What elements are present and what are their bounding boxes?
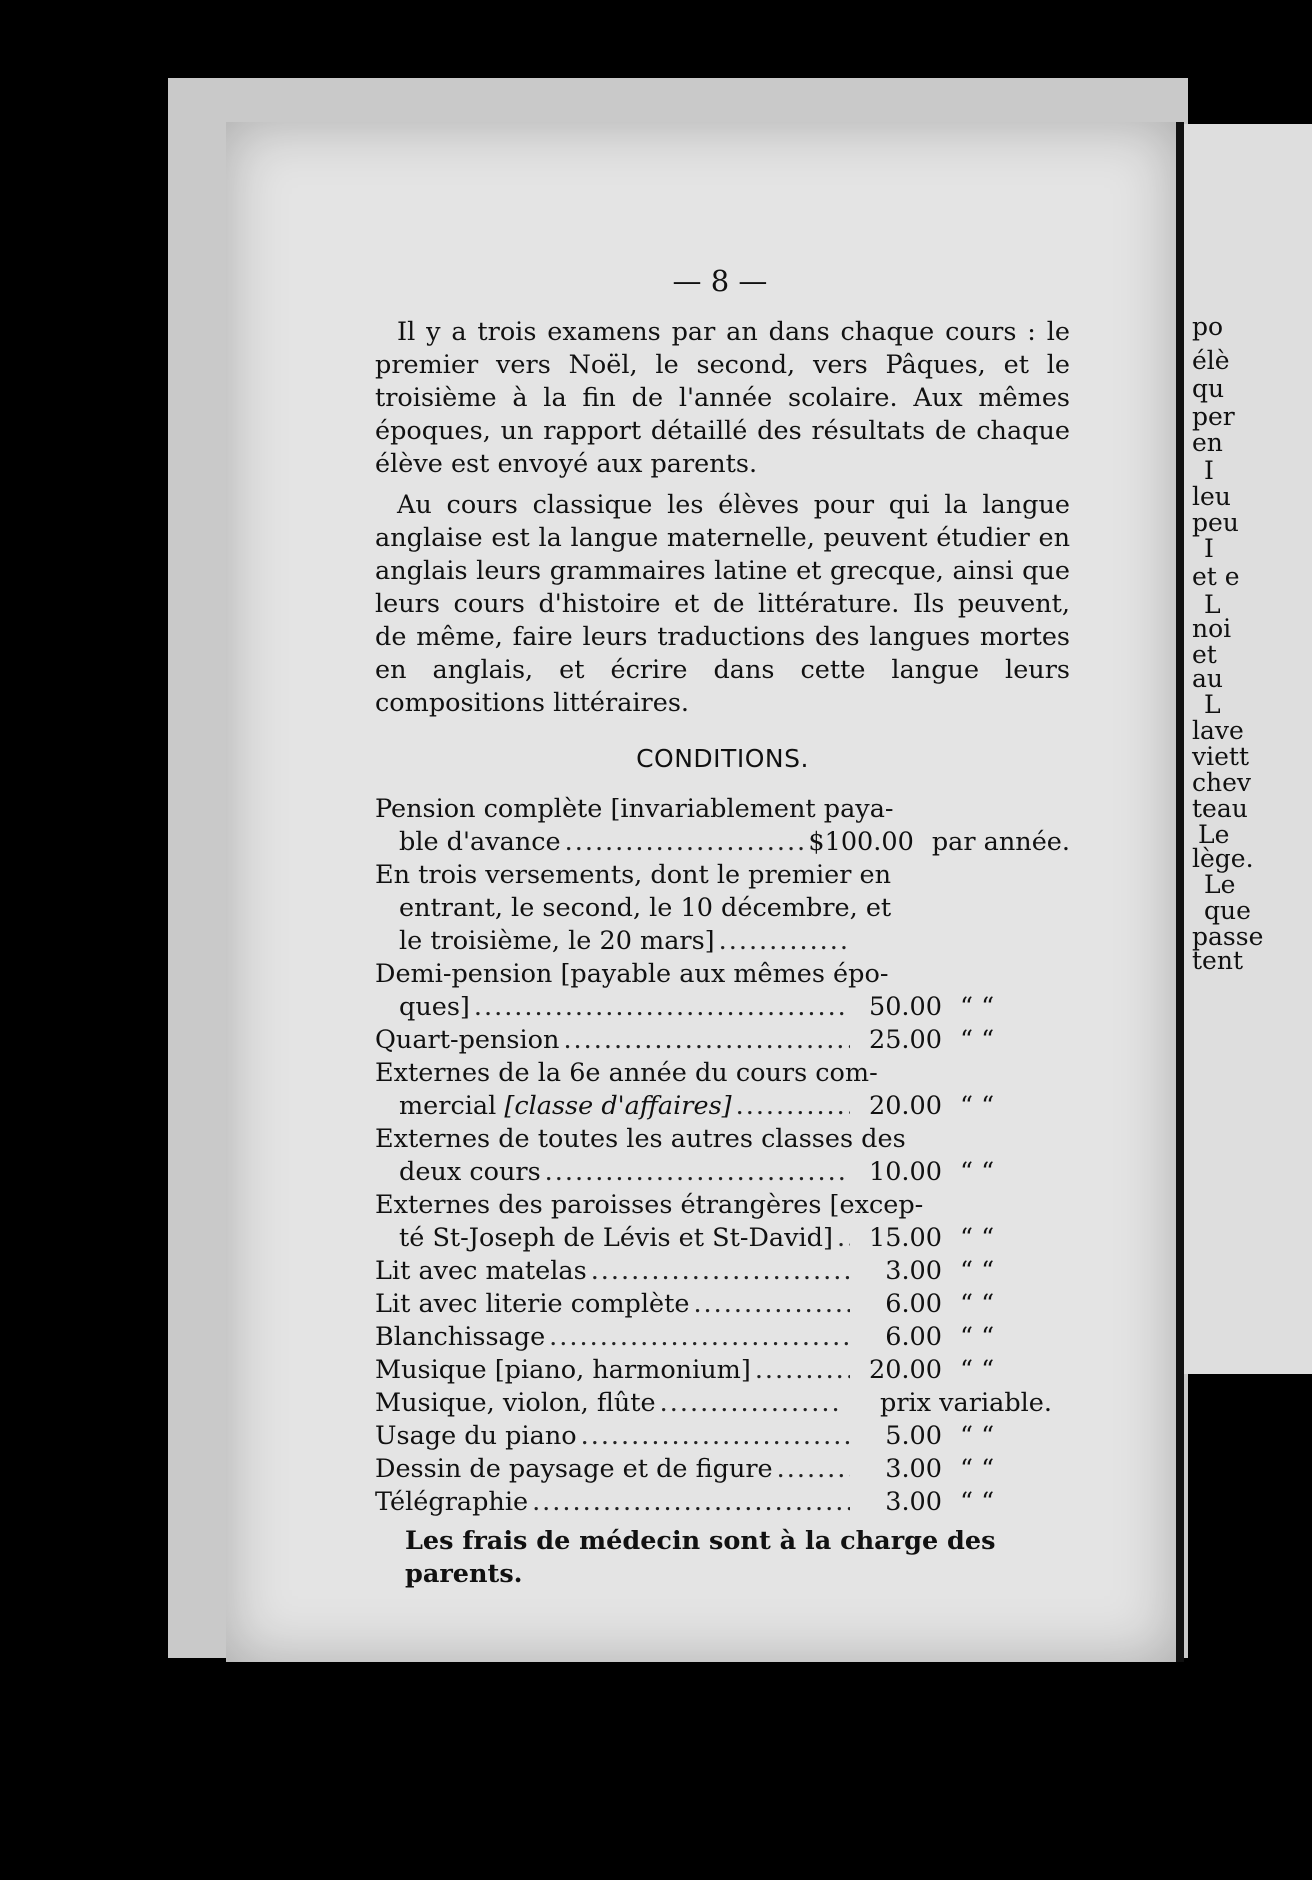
condition-item — [375, 1189, 1070, 1255]
condition-item — [375, 1321, 1070, 1354]
condition-label-text: Lit avec literie complète — [375, 1289, 690, 1319]
facing-page-fragment: lège. — [1192, 844, 1254, 873]
condition-label — [375, 1024, 559, 1057]
condition-unit: “ “ — [960, 1454, 995, 1484]
medical-fees-note: Les frais de médecin sont à la charge des parents. — [405, 1526, 996, 1589]
condition-unit: “ “ — [960, 1487, 995, 1517]
condition-item — [375, 1057, 1070, 1123]
facing-page-fragment: élè — [1192, 346, 1230, 375]
condition-amount: 25.00 — [868, 1025, 942, 1055]
facing-page-fragment: Le — [1204, 870, 1236, 899]
facing-page-fragment: L — [1204, 690, 1221, 719]
facing-page-fragment: po — [1192, 312, 1224, 341]
dot-leader — [581, 1420, 850, 1453]
condition-line: Pension complète [invariablement paya- — [375, 794, 894, 824]
facing-page-fragment: L — [1204, 590, 1221, 619]
dot-leader — [755, 1354, 850, 1387]
facing-page-fragment: passe — [1192, 922, 1264, 951]
condition-label — [375, 1453, 773, 1486]
condition-row — [375, 1387, 1070, 1420]
condition-unit: “ “ — [960, 1091, 995, 1121]
condition-label-text: Lit avec matelas — [375, 1256, 587, 1286]
condition-item — [375, 793, 1070, 859]
facing-page-fragment: viett — [1192, 742, 1250, 771]
dot-leader — [736, 1090, 850, 1123]
condition-label — [375, 1288, 689, 1321]
condition-label — [375, 1486, 528, 1519]
condition-item — [375, 1420, 1070, 1453]
condition-item — [375, 1255, 1070, 1288]
condition-amount: 5.00 — [885, 1421, 942, 1451]
condition-row — [375, 1486, 1070, 1519]
condition-amount: 15.00 — [868, 1223, 942, 1253]
conditions-heading: CONDITIONS. — [636, 744, 809, 773]
condition-label — [375, 826, 561, 859]
condition-label — [375, 925, 715, 958]
condition-row — [375, 1321, 1070, 1354]
condition-row — [375, 1288, 1070, 1321]
condition-line: Externes des paroisses étrangères [excep- — [375, 1190, 924, 1220]
condition-row — [375, 1420, 1070, 1453]
condition-item — [375, 1123, 1070, 1189]
condition-label — [375, 1420, 577, 1453]
condition-label-text: ques] — [399, 992, 470, 1022]
condition-unit: par année. — [931, 827, 1070, 857]
condition-line: Externes de la 6e année du cours com- — [375, 1058, 878, 1088]
condition-row — [375, 1090, 1070, 1123]
condition-unit: “ “ — [960, 992, 995, 1022]
dot-leader — [563, 1024, 850, 1057]
condition-item — [375, 1354, 1070, 1387]
condition-label-text: Musique, violon, flûte — [375, 1388, 656, 1418]
condition-amount: 3.00 — [885, 1454, 942, 1484]
facing-page-fragment: en — [1192, 428, 1223, 457]
condition-row — [375, 1453, 1070, 1486]
dot-leader — [837, 1222, 850, 1255]
condition-line: En trois versements, dont le premier en — [375, 860, 892, 890]
condition-amount: 20.00 — [868, 1355, 942, 1385]
condition-label — [375, 1222, 833, 1255]
paragraph-exams: Il y a trois examens par an dans chaque cours : le premier vers Noël, le second, vers Pâques, et le troisième à la fin de l'année scolaire. Aux mêmes époques, un rapport détaillé des résultats de chaque élève est envoyé aux parents. — [375, 317, 1070, 479]
condition-unit: “ “ — [960, 1157, 995, 1187]
facing-page-fragment: per — [1192, 402, 1235, 431]
book-page-right — [1184, 124, 1312, 1374]
facing-page-fragment: au — [1192, 664, 1224, 693]
facing-page-fragment: leu — [1192, 482, 1231, 511]
condition-line: entrant, le second, le 10 décembre, et — [399, 893, 892, 923]
condition-label-italic: [classe d'affaires] — [496, 1091, 732, 1121]
dot-leader — [693, 1288, 850, 1321]
facing-page-fragment: I — [1204, 534, 1214, 563]
condition-row — [375, 991, 1070, 1024]
condition-amount: prix variable. — [880, 1388, 1052, 1418]
condition-row — [375, 1156, 1070, 1189]
condition-unit: “ “ — [960, 1322, 995, 1352]
condition-unit: “ “ — [960, 1289, 995, 1319]
dot-leader — [719, 925, 850, 958]
condition-unit: “ “ — [960, 1025, 995, 1055]
facing-page-fragment: I — [1204, 456, 1214, 485]
condition-label-text: Quart-pension — [375, 1025, 560, 1055]
condition-unit: “ “ — [960, 1421, 995, 1451]
facing-page-fragment: noi — [1192, 614, 1232, 643]
condition-label — [375, 1321, 545, 1354]
condition-amount: 20.00 — [868, 1091, 942, 1121]
condition-amount: $100.00 — [808, 827, 914, 857]
paragraph-english: Au cours classique les élèves pour qui la langue anglaise est la langue maternelle, peuvent étudier en anglais leurs grammaires latine et grecque, ainsi que leurs cours d'histoire et de littérature. Ils peuvent, de même, faire leurs traductions des langues mortes en anglais, et écrire dans cette langue leurs compositions littéraires. — [375, 490, 1070, 718]
condition-label-text: Blanchissage — [375, 1322, 546, 1352]
condition-label — [375, 991, 470, 1024]
condition-item — [375, 1387, 1070, 1420]
condition-amount: 6.00 — [885, 1289, 942, 1319]
condition-label — [375, 1090, 732, 1123]
condition-amount: 3.00 — [885, 1256, 942, 1286]
page-content — [375, 316, 1070, 1591]
condition-label-text: Usage du piano — [375, 1421, 577, 1451]
condition-row — [375, 1354, 1070, 1387]
conditions-list — [375, 793, 1070, 1519]
dot-leader — [660, 1387, 840, 1420]
facing-page-fragment: chev — [1192, 768, 1252, 797]
dot-leader — [532, 1486, 850, 1519]
condition-row — [375, 826, 1070, 859]
dot-leader — [777, 1453, 850, 1486]
dot-leader — [565, 826, 805, 859]
dot-leader — [591, 1255, 850, 1288]
facing-page-fragment: qu — [1192, 374, 1225, 403]
condition-label-text: Dessin de paysage et de figure — [375, 1454, 773, 1484]
condition-amount: 50.00 — [868, 992, 942, 1022]
condition-amount: 6.00 — [885, 1322, 942, 1352]
condition-label-text: le troisième, le 20 mars] — [399, 926, 715, 956]
condition-row — [375, 1024, 1070, 1057]
condition-label — [375, 1255, 587, 1288]
facing-page-fragment: teau — [1192, 794, 1248, 823]
condition-amount: 3.00 — [885, 1487, 942, 1517]
condition-item — [375, 958, 1070, 1024]
condition-amount: 10.00 — [868, 1157, 942, 1187]
condition-label-text: mercial — [399, 1091, 497, 1121]
condition-label-text: Musique [piano, harmonium] — [375, 1355, 751, 1385]
condition-row — [375, 925, 1070, 958]
condition-item — [375, 1288, 1070, 1321]
condition-item — [375, 859, 1070, 958]
condition-label — [375, 1156, 541, 1189]
condition-label-text: deux cours — [399, 1157, 541, 1187]
facing-page-fragment: Le — [1198, 820, 1230, 849]
condition-item — [375, 1453, 1070, 1486]
facing-page-fragment: lave — [1192, 716, 1244, 745]
condition-label-text: té St-Joseph de Lévis et St-David] — [399, 1223, 833, 1253]
condition-row — [375, 1255, 1070, 1288]
facing-page-fragment: et e — [1192, 562, 1240, 591]
dot-leader — [474, 991, 850, 1024]
condition-line: Demi-pension [payable aux mêmes épo- — [375, 959, 889, 989]
condition-line: Externes de toutes les autres classes des — [375, 1124, 906, 1154]
condition-label-text: Télégraphie — [375, 1487, 529, 1517]
dot-leader — [545, 1156, 850, 1189]
page-number: — 8 — — [672, 264, 768, 298]
condition-unit: “ “ — [960, 1355, 995, 1385]
dot-leader — [549, 1321, 850, 1354]
facing-page-fragment: et — [1192, 640, 1217, 669]
book-gutter — [1176, 122, 1184, 1662]
condition-label — [375, 1387, 656, 1420]
condition-unit: “ “ — [960, 1256, 995, 1286]
facing-page-fragment: peu — [1192, 508, 1239, 537]
condition-label — [375, 1354, 751, 1387]
condition-unit: “ “ — [960, 1223, 995, 1253]
condition-item — [375, 1024, 1070, 1057]
facing-page-fragment: tent — [1192, 946, 1243, 975]
condition-label-text: ble d'avance — [399, 827, 561, 857]
facing-page-fragment: que — [1204, 896, 1251, 925]
condition-item — [375, 1486, 1070, 1519]
condition-row — [375, 1222, 1070, 1255]
